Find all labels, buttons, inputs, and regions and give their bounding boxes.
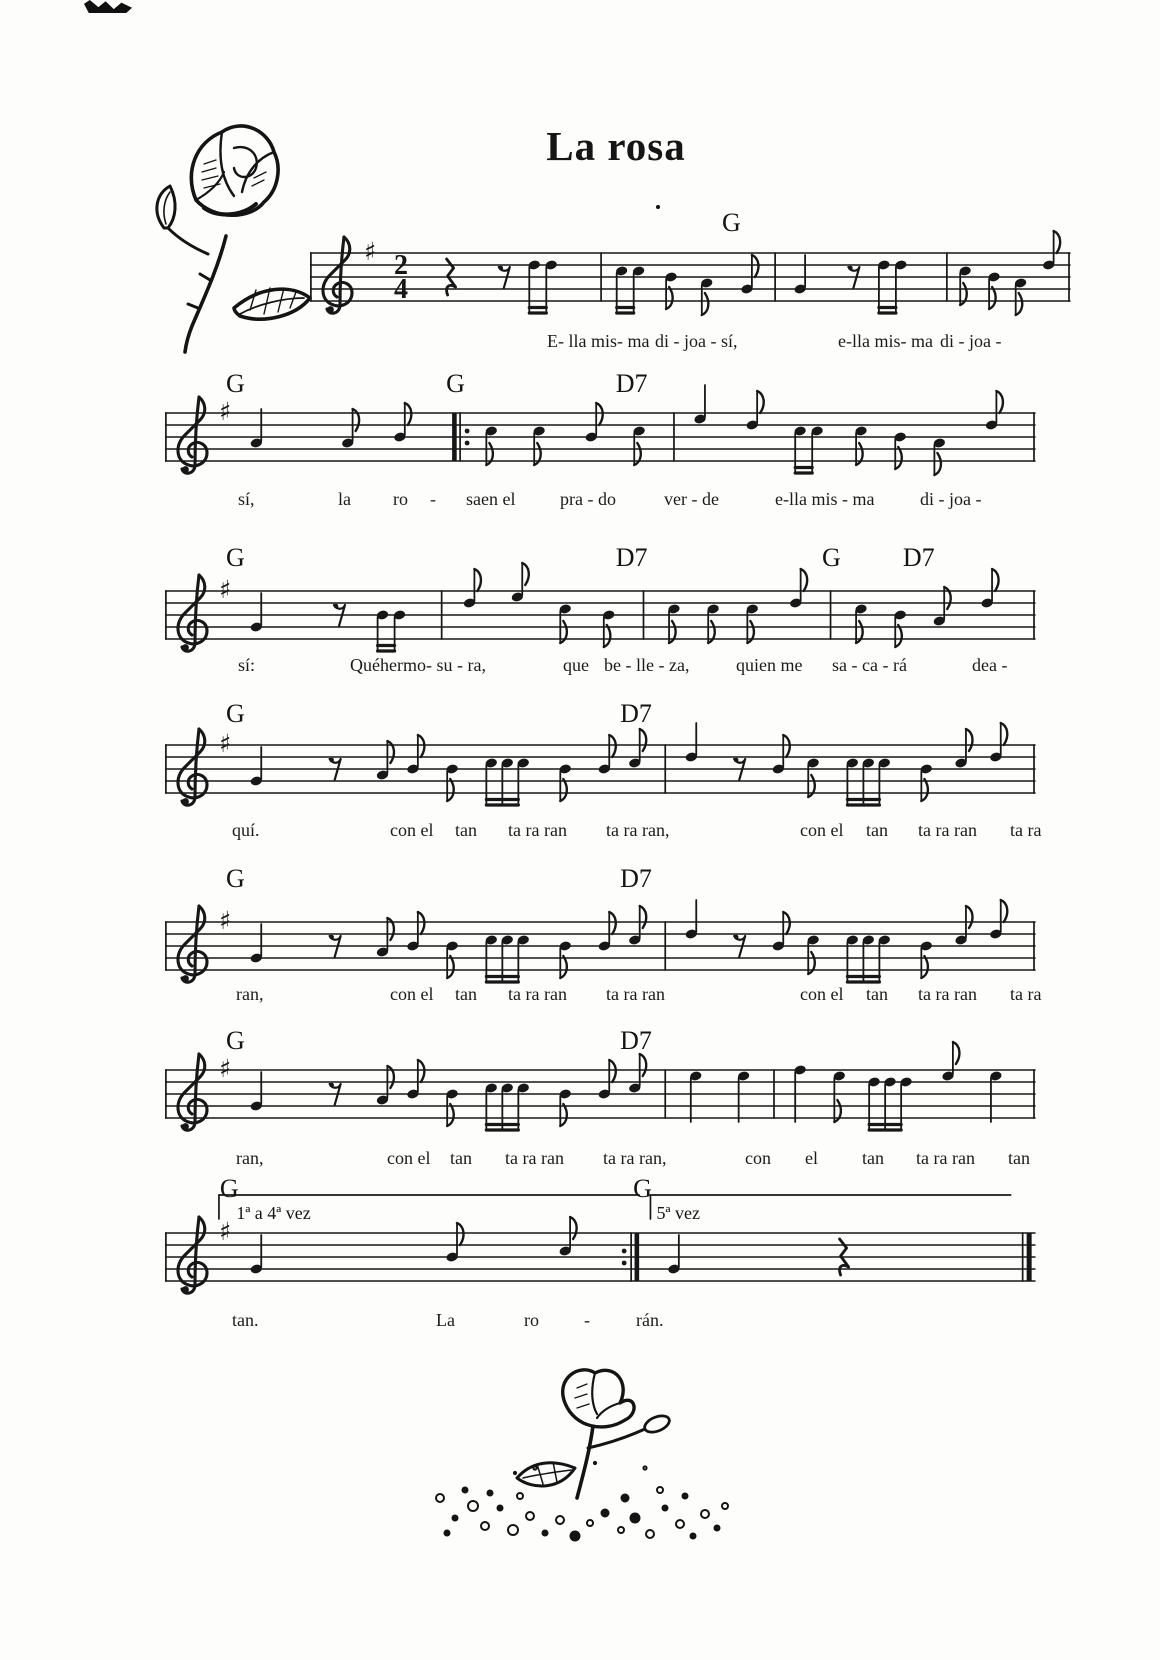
chord-label: D7 [620, 699, 652, 728]
lyric-syllable: quien me [736, 655, 803, 675]
lyric-syllable: ta ra ran [505, 1148, 564, 1168]
chord-label: D7 [620, 1026, 652, 1055]
lyric-syllable: ta ra [1010, 984, 1042, 1004]
svg-text:4: 4 [394, 274, 408, 305]
lyric-syllable: ro [393, 489, 408, 509]
lyric-syllable: tan [455, 820, 477, 840]
volta-ending-label: 5ª vez [656, 1203, 700, 1223]
staff-system-5 [165, 862, 1042, 1012]
svg-text:♯: ♯ [364, 237, 377, 266]
lyric-syllable: tan [455, 984, 477, 1004]
lyric-syllable: sí: [238, 655, 256, 675]
lyric-syllable: dea - [972, 655, 1008, 675]
lyric-syllable: ta ra ran [918, 820, 977, 840]
treble-clef-icon [178, 575, 207, 651]
lyric-syllable: rán. [636, 1310, 664, 1330]
lyric-syllable: di - joa - [920, 489, 982, 509]
svg-text:♯: ♯ [219, 729, 232, 758]
staff-system-2 [165, 353, 1039, 503]
lyric-syllable: tan. [232, 1310, 259, 1330]
chord-label: G [446, 369, 465, 398]
lyric-syllable: sa - ca - rá [832, 655, 907, 675]
treble-clef-icon [178, 906, 207, 982]
lyric-syllable: Quéhermo- su - ra, [350, 655, 486, 675]
chord-label: G [225, 369, 245, 398]
staff-system-6 [165, 1010, 1039, 1160]
treble-clef-icon [178, 729, 207, 805]
lyric-syllable: La [436, 1310, 455, 1330]
lyric-syllable: la [338, 489, 351, 509]
lyric-syllable: be - lle - za, [604, 655, 690, 675]
lyric-syllable: tan [450, 1148, 472, 1168]
lyric-syllable: ro [524, 1310, 539, 1330]
lyric-syllable: tan [862, 1148, 884, 1168]
chord-label: G [225, 864, 245, 893]
svg-text:♯: ♯ [219, 1054, 232, 1083]
treble-clef-icon [178, 1054, 207, 1130]
lyric-syllable: ta ra ran, [603, 1148, 667, 1168]
svg-text:♯: ♯ [219, 397, 232, 426]
lyric-syllable: tan [866, 820, 888, 840]
lyric-syllable: que [563, 655, 589, 675]
chord-label: G [225, 543, 245, 572]
lyric-syllable: saen el [466, 489, 516, 509]
lyric-syllable: con el [800, 820, 844, 840]
lyric-syllable: ran, [236, 1148, 264, 1168]
lyric-syllable: ver - de [664, 489, 719, 509]
lyric-syllable: e-lla mis- ma [838, 331, 933, 351]
lyric-syllable: el [805, 1148, 818, 1168]
lyric-syllable: - [584, 1310, 590, 1330]
lyric-syllable: con [745, 1148, 771, 1168]
lyric-syllable: ta ra ran [508, 984, 567, 1004]
lyric-syllable: ta ra ran [916, 1148, 975, 1168]
lyric-syllable: tan [1008, 1148, 1030, 1168]
lyric-syllable: ta ra ran [918, 984, 977, 1004]
staff-system-4 [165, 685, 1039, 835]
svg-text:♯: ♯ [219, 1217, 232, 1246]
lyric-syllable: con el [390, 820, 434, 840]
treble-clef-icon [178, 1217, 207, 1293]
chord-label: G [225, 699, 245, 728]
lyric-syllable: con el [800, 984, 844, 1004]
chord-label: G [722, 208, 741, 237]
svg-text:♯: ♯ [219, 575, 232, 604]
lyric-syllable: ran, [236, 984, 264, 1004]
chord-label: G [821, 543, 841, 572]
chord-label: G [633, 1174, 652, 1203]
staff-system-1 [310, 193, 1074, 343]
lyric-syllable: di - joa - sí, [655, 331, 738, 351]
lyric-syllable: - [430, 489, 436, 509]
lyric-syllable: tan [866, 984, 888, 1004]
chord-label: D7 [620, 864, 652, 893]
staff-system-7 [165, 1173, 1039, 1323]
lyric-syllable: ta ra ran [606, 984, 665, 1004]
lyric-syllable: e-lla mis - ma [775, 489, 875, 509]
lyric-syllable: E- lla mis- ma [547, 331, 650, 351]
chord-label: G [219, 1174, 239, 1203]
lyric-syllable: sí, [238, 489, 255, 509]
chord-label: D7 [902, 543, 935, 572]
lyric-syllable: con el [390, 984, 434, 1004]
sprout-illustration [425, 1348, 737, 1548]
page-title: La rosa [546, 123, 686, 169]
lyric-syllable: di - joa - [940, 331, 1002, 351]
treble-clef-icon [178, 397, 207, 473]
chord-label: D7 [615, 369, 648, 398]
lyric-syllable: pra - do [560, 489, 616, 509]
rose-illustration [138, 108, 318, 366]
chord-label: D7 [615, 543, 648, 572]
treble-clef-icon [323, 237, 352, 313]
svg-text:2: 2 [394, 250, 408, 281]
volta-ending-label: 1ª a 4ª vez [236, 1203, 311, 1223]
lyric-syllable: ta ra [1010, 820, 1042, 840]
chord-label: G [225, 1026, 245, 1055]
lyric-syllable: ta ra ran [508, 820, 567, 840]
lyric-syllable: con el [387, 1148, 431, 1168]
scan-artifact [84, 0, 132, 13]
lyric-syllable: quí. [232, 820, 260, 840]
svg-text:♯: ♯ [219, 906, 232, 935]
lyric-syllable: ta ra ran, [606, 820, 670, 840]
